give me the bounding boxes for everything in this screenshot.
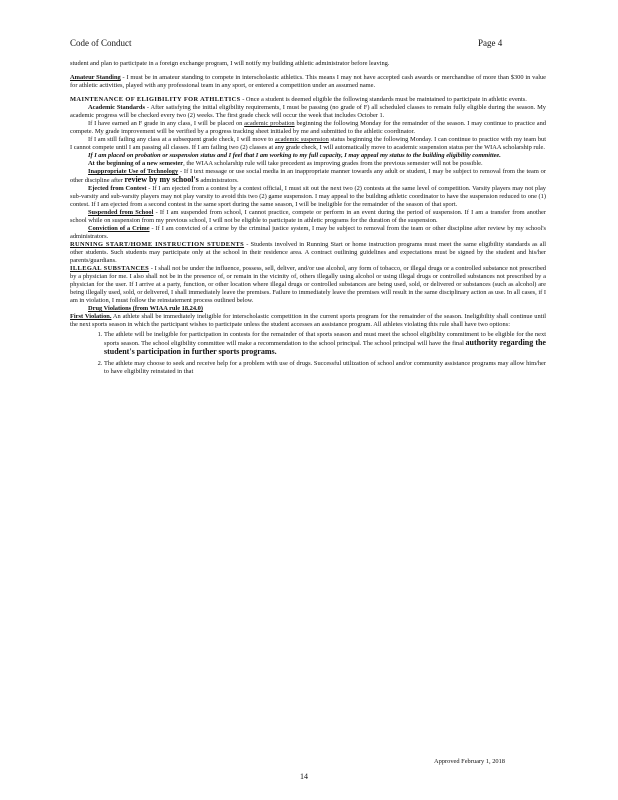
document-body bbox=[70, 60, 546, 379]
list-item: 2. The athlete may choose to seek and receive help for a problem with use of drugs. Successful utilization of school and/or community assistance programs may allow him/her to have eligibility reinstated in that bbox=[104, 360, 546, 376]
options-list bbox=[70, 331, 546, 376]
new-semester-text: , the WIAA scholarship rule will take precedent as improving grades from the previous semester will not be possible. bbox=[183, 160, 483, 167]
paragraph-technology bbox=[70, 168, 546, 185]
paragraph-maintenance bbox=[70, 96, 546, 104]
paragraph-crime bbox=[70, 225, 546, 241]
amateur-standing-text: - I must be in amateur standing to compete in interscholastic athletics. This means I may not have accepted cash awards or merchandise of more than $300 in value for athletic activities, played with any professional team in any sport, or entered a competition under an assumed name. bbox=[70, 74, 547, 89]
illegal-substances-text: - I shall not be under the influence, possess, sell, deliver, and/or use alcohol, any form of tobacco, or illegal drugs or a controlled substance not prescribed by a physician for me. I also shall not be in the presence of, or remain in the vicinity of, others illegally using alcohol or using illegal drugs or controlled substances not prescribed by a physician for the user. If I arrive at a party, function, or other location where illegal drugs or controlled substances are being used, sold, or delivered or substances (such as alcohol) are being illegally used, sold, or delivered, I shall immediately leave the premises. Failure to immediately leave the premises will result in the same disciplinary action as use. In all cases, if I am in violation, I must follow the reinstatement process outlined below. bbox=[70, 265, 546, 304]
option-1-text: The athlete will be ineligible for participation in contests for the remainder of that sports season and must meet the school eligibility commitment to be eligible for the next sports season. The school eligibility committee will make a recommendation to the school principal. The school principal will have the final bbox=[104, 331, 546, 347]
option-1-text-large: authority regarding the student's participation in further sports programs. bbox=[104, 338, 546, 356]
paragraph-drug-violations-heading bbox=[70, 305, 546, 313]
header-title: Code of Conduct bbox=[70, 38, 132, 48]
drug-violations-heading: Drug Violations (from WIAA rule 18.24.0) bbox=[88, 305, 203, 312]
paragraph-amateur-standing bbox=[70, 74, 546, 90]
probation-text-b: beginning the following Monday for the remainder of the season. I may continue to practice and compete. My grade improvement will be verified by a progress tracking sheet initialed by me and submitted to the athletic coordinator. bbox=[70, 120, 546, 135]
maintenance-text: - Once a student is deemed eligible the following standards must be maintained to participate in athletic events. bbox=[240, 96, 527, 103]
paragraph-academic-probation bbox=[70, 120, 546, 136]
paragraph-appeal-note: If I am placed on probation or suspension status and I feel that I am working to my full capacity, I may appeal my status to the building eligibility committee. bbox=[88, 152, 501, 159]
paragraph-suspended bbox=[70, 209, 546, 225]
technology-heading: Inappropriate Use of Technology bbox=[88, 168, 179, 175]
crime-heading: Conviction of a Crime bbox=[88, 225, 150, 232]
crime-text: - If I am convicted of a crime by the criminal justice system, I may be subject to removal from the team or other discipline after review by my school's administrators. bbox=[70, 225, 546, 240]
paragraph-first-violation bbox=[70, 313, 546, 329]
academic-probation-term: academic probation bbox=[244, 120, 295, 127]
technology-text-b: administrators. bbox=[198, 177, 239, 184]
academic-standards-text: - After satisfying the initial eligibility requirements, I must be passing (no grade of F) all scheduled classes to remain fully eligible during the season. My academic progress will be checked every two (2) weeks. The first grade check will occur the week that includes October 1. bbox=[70, 104, 546, 119]
suspended-text: - If I am suspended from school, I cannot practice, compete or perform in an event during the period of suspension. If I am a transfer from another school while on suspension from my previous school, I will not be eligible to participate in athletic programs for the duration of the suspension. bbox=[70, 209, 546, 224]
approved-date: Approved February 1, 2018 bbox=[434, 758, 505, 765]
page-number: 14 bbox=[300, 772, 308, 781]
suspended-heading: Suspended from School bbox=[88, 209, 154, 216]
list-item bbox=[104, 331, 546, 357]
first-violation-text: An athlete shall be immediately ineligible for interscholastic competition in the current sports program for the remainder of the season. Ineligibility shall continue until the next sports season in which the participant wishes to participate unless the student accesses an assistance program. All athletes violating this rule shall have two options: bbox=[70, 313, 546, 328]
header-page-label: Page 4 bbox=[478, 38, 503, 48]
paragraph-ejected bbox=[70, 185, 546, 209]
illegal-substances-heading: ILLEGAL SUBSTANCES bbox=[70, 265, 150, 272]
first-violation-heading: First Violation. bbox=[70, 313, 112, 320]
technology-text-a: - If I text message or use social media in an inappropriate manner towards any adult or student, I may be subject to removal from the team or other discipline after bbox=[70, 168, 546, 184]
academic-standards-heading: Academic Standards bbox=[88, 104, 145, 111]
paragraph-illegal-substances bbox=[70, 265, 546, 305]
ejected-heading: Ejected from Contest bbox=[88, 185, 147, 192]
new-semester-heading: At the beginning of a new semester bbox=[88, 160, 184, 167]
paragraph-academic-suspension bbox=[70, 136, 546, 152]
paragraph-new-semester bbox=[70, 160, 546, 168]
suspension-text-a: If I am still failing any class at a subsequent grade check, I will move to bbox=[88, 136, 275, 143]
suspension-text-b: status beginning the following Monday. I can continue to practice with my team but I cannot compete until I am passing all classes. If I am failing two (2) classes at any grade check, I will automatically move to academic suspension status per the WIAA scholarship rule. bbox=[70, 136, 547, 151]
ejected-text: - If I am ejected from a contest by a contest official, I must sit out the next two (2) contests at the same level of competition. Varsity players may not play sub-varsity and sub-varsity players may not play varsity to avoid this two (2) game suspension. I may appeal to the building athletic coordinator to have the suspension reduced to one (1) contest. If I am ejected from a second contest in the same sport during the same season, I will be ineligible for the remainder of the season of that sport. bbox=[70, 185, 547, 208]
maintenance-heading: MAINTENANCE OF ELIGIBILITY FOR ATHLETICS bbox=[70, 96, 241, 103]
paragraph-exchange: student and plan to participate in a foreign exchange program, I will notify my building athletic administrator before leaving. bbox=[70, 60, 390, 67]
running-start-heading: RUNNING START/HOME INSTRUCTION STUDENTS bbox=[70, 241, 245, 248]
paragraph-academic-standards bbox=[70, 104, 546, 120]
academic-suspension-term: academic suspension bbox=[274, 136, 329, 143]
paragraph-running-start bbox=[70, 241, 546, 265]
technology-text-review: review by my school's bbox=[124, 175, 199, 184]
amateur-standing-heading: Amateur Standing bbox=[70, 74, 121, 81]
running-start-text: - Students involved in Running Start or home instruction programs must meet the same eligibility standards as all other students. Such students may participate only at the school in their residence area. A contract outlining guidelines and expectations must be signed by the student and his/her parents/guardians. bbox=[70, 241, 546, 264]
probation-text-a: If I have earned an F grade in any class, I will be placed on bbox=[88, 120, 245, 127]
